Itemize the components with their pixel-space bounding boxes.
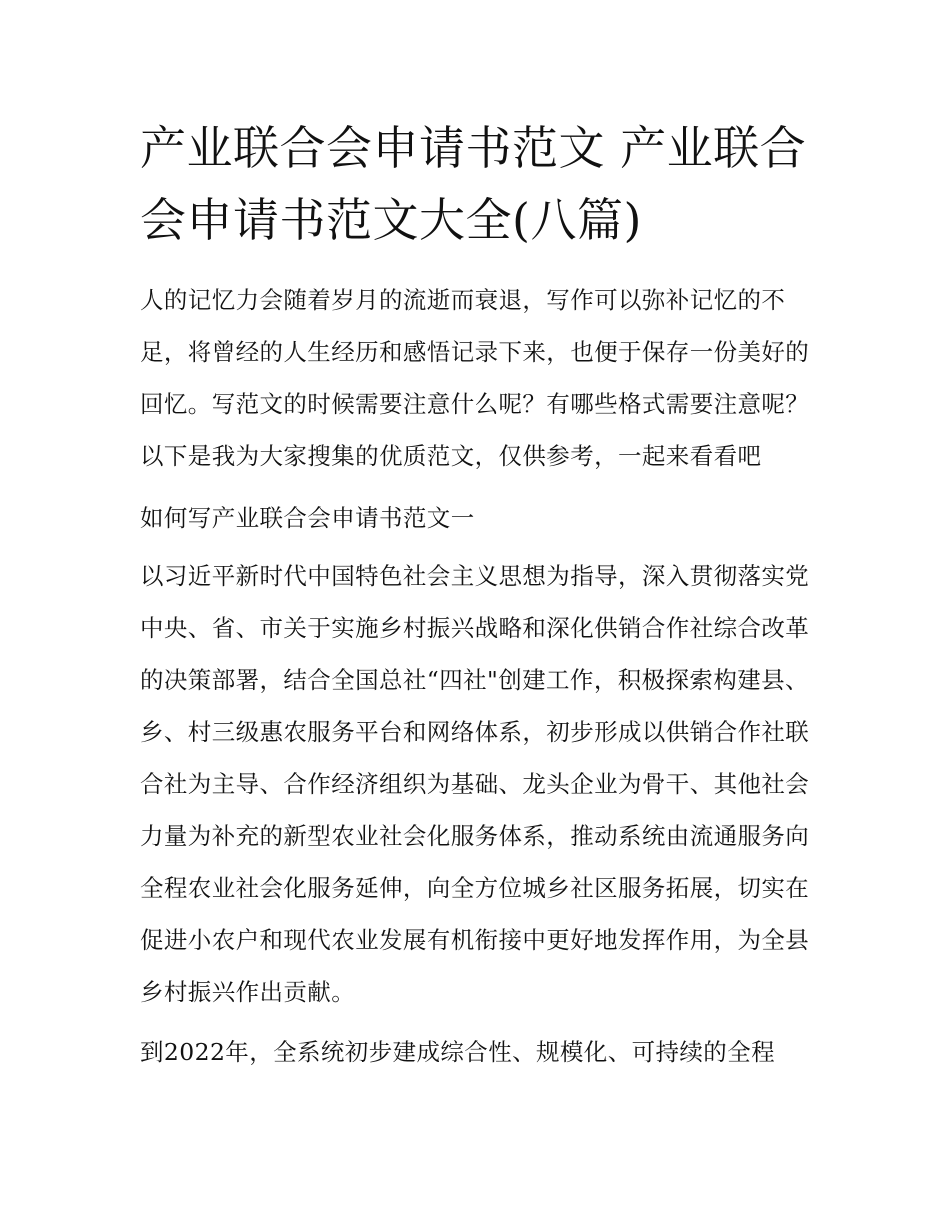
- document-title: 产业联合会申请书范文 产业联合会申请书范文大全(八篇): [140, 121, 807, 247]
- document-body: [140, 274, 812, 1078]
- section-heading: 如何写产业联合会申请书范文一: [140, 504, 475, 532]
- body-paragraph-continued: 到2022年，全系统初步建成综合性、规模化、可持续的全程: [140, 1038, 776, 1066]
- body-paragraph: 以习近平新时代中国特色社会主义思想为指导，深入贯彻落实党中央、省、市关于实施乡村振兴战略和深化供销合作社综合改革的决策部署，结合全国总社“四社"创建工作，积极探索构建县、乡、村三级惠农服务平台和网络体系，初步形成以供销合作社联合社为主导、合作经济组织为基础、龙头企业为骨干、其他社会力量为补充的新型农业社会化服务体系，推动系统由流通服务向全程农业社会化服务延伸，向全方位城乡社区服务拓展，切实在促进小农户和现代农业发展有机衔接中更好地发挥作用，为全县乡村振兴作出贡献。: [140, 562, 810, 1006]
- intro-paragraph: 人的记忆力会随着岁月的流逝而衰退，写作可以弥补记忆的不足，将曾经的人生经历和感悟记录下来，也便于保存一份美好的回忆。写范文的时候需要注意什么呢？有哪些格式需要注意呢？以下是我为大家搜集的优质范文，仅供参考，一起来看看吧: [140, 286, 810, 470]
